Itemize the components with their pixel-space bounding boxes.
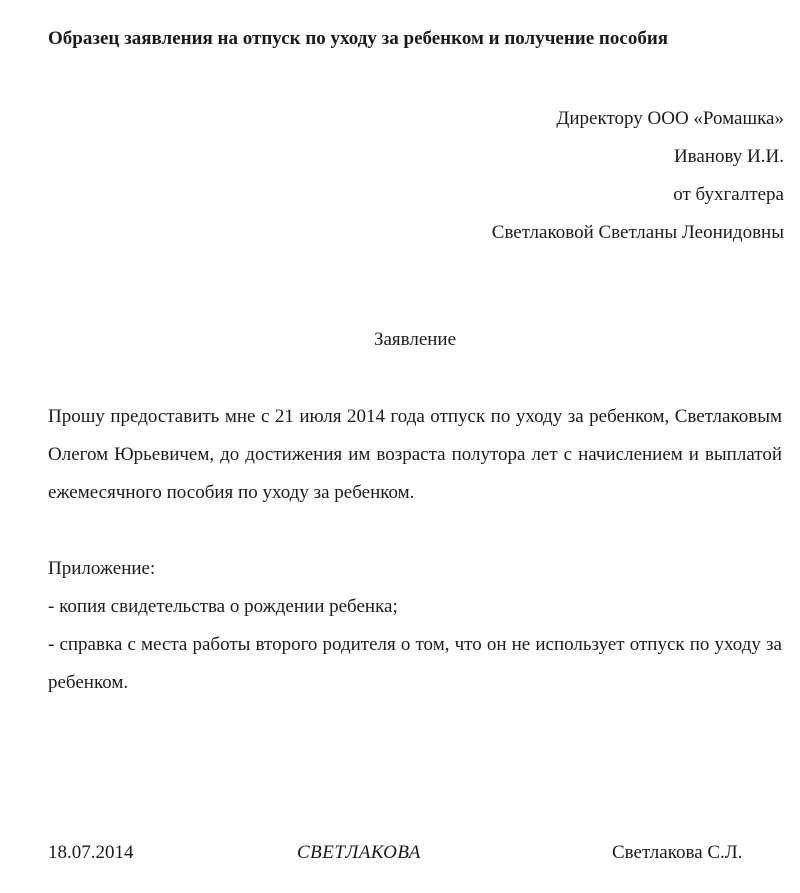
attachments-label: Приложение:	[48, 558, 156, 579]
attachment-item: - копия свидетельства о рождении ребенка;	[48, 596, 398, 617]
sender-name: Светлаковой Светланы Леонидовны	[491, 222, 784, 243]
addressee-position: Директору ООО «Ромашка»	[556, 108, 784, 129]
application-date: 18.07.2014	[48, 842, 134, 863]
attachments-block	[48, 550, 782, 702]
request-body: Прошу предоставить мне с 21 июля 2014 года отпуск по уходу за ребенком, Светлаковым Олегом Юрьевичем, до достижения им возраста полутора лет с начислением и выплатой ежемесячного пособия по уходу за ребенком.	[48, 406, 782, 503]
document-heading: Заявление	[373, 329, 457, 350]
attachment-item: - справка с места работы второго родителя о том, что он не использует отпуск по уходу за ребенком.	[48, 634, 782, 693]
handwritten-signature: СВЕТЛАКОВА	[297, 842, 421, 863]
addressee-block	[492, 100, 784, 252]
signature-footer	[0, 842, 800, 872]
sender-position: от бухгалтера	[673, 184, 784, 205]
document-title: Образец заявления на отпуск по уходу за ребенком и получение пособия	[48, 28, 669, 49]
addressee-name: Иванову И.И.	[673, 146, 784, 167]
signer-name: Светлакова С.Л.	[612, 842, 743, 863]
